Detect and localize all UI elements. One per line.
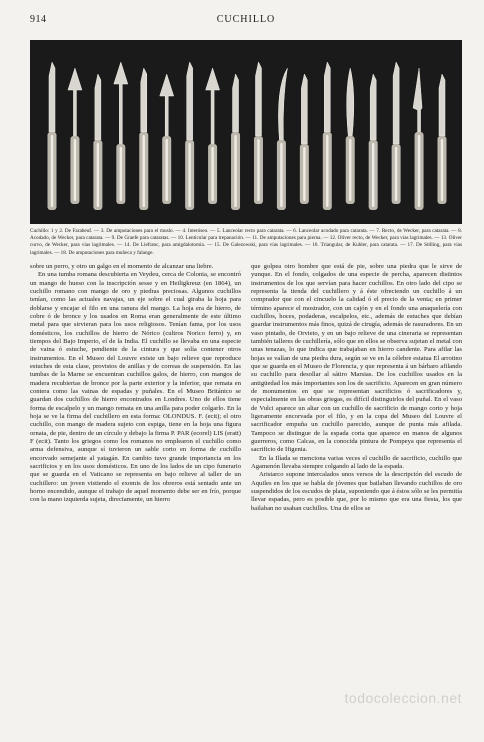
knife-10	[254, 62, 263, 204]
page-header	[30, 14, 462, 30]
page-title: CUCHILLO	[216, 14, 276, 25]
knife-12	[300, 74, 309, 204]
paragraph: En una tumba romana descubierta en Veydeu, cerca de Colonia, se encontró un mango de hueso con la inscripción sesse y en Heiligkreuz (en 1864), un cuchillo romano con mango de oro y piedras preciosas. Algunos cuchillos tenían, como las actuales navajas, un eje sobre el cual giraba la hoja para doblarse y encajar el filo en una ranura del mango. La hoja era de hierro, de cobre ó de bronce y los usados en Roma eran generalmente de este último metal para que sirvieran para los usos religiosos. Tenían fama, por los usos domésticos, los cuchillos de hierro de Nórico (cultros Norico ferro) y, en tiempos del Bajo Imperio, el de la India. El cuchillo se llevaba en una especie de vaina ó estuche, pendiente de la cintura y que solía contener otros instrumentos. En el Museo del Louvre existe un bajo relieve que reproduce estuches de esta clase, provistos de anillas y de correas de suspensión. En las tumbas de la Marne se encuentran cuchillos galos, de hierro, con mangos de madera recubiertas de bronce por la parte exterior y la inferior, que remata en contera como las vainas de espadas y puñales. En el Museo Británico se guardan dos cuchillos de hierro encontrados en Londres. Uno de ellos tiene forma de escalpelo y un mango remata en una anilla para poder colgarlo. En la hoja se ve la firma del cuchillero en esta forma: OLONDUS. F. (ecit); el otro cuchillo, con mango de madera sujeto con espiga, tiene en la hoja una figura ornata, de pie, dentro de un círculo y debajo la firma P. PAR (ecorel) LIS (eratt) F (ecit). Tanto los griegos como los romanos no emplearon el cuchillo como arma defensiva, aunque sí tuvieron un sable corto en forma de cuchillo encorvado semejante al yatagán. En cambio tuvo grande importancia en los sacrificios y en los usos domésticos. En uno de los lados de un cipo funerario que se guarda en el Vaticano se representa en bajo relieve al taller de un cuchillero: un joven vistiendo el exomis de los obreros está sentado ante un horno encendido, aunque el trabajo de aquel momento debe ser en frío, porque con la mano izquierda sujeta, directamente, un hierro	[30, 271, 241, 504]
watermark-suffix: .net	[436, 690, 462, 706]
document-page	[30, 14, 462, 513]
knife-15	[369, 74, 378, 210]
knife-7	[185, 62, 194, 210]
knife-14	[346, 68, 355, 204]
paragraph: En la Ilíada se menciona varias veces el cuchillo de sacrificio, cuchillo que Agamenón llevaba siempre colgando al lado de la espada.	[251, 454, 462, 471]
paragraph: que golpea otro hombre que está de pie, sobre una piedra que le sirve de yunque. En el fondo, colgados de una especie de percha, aparecen distintos instrumentos de los que servían para hacer cuchillos. En otro lado del cipo se representa la tienda del cuchillero y á éste ofreciendo un cuchillo á un comprador que con el cincuelo la calidad ó el precio de la venta; en primer término aparece el mostrador, con un cajón y en el fondo una anaquelería con cuchillos, hoces, podaderas, escalpelos, etc., además de estuches que debían guardar instrumentos más finos, quizá de cirugía, además de rasuradores. En un vaso pintado, de Orvieto, y en un bajo relieve de una cineraria se representan también talleres de cuchillería, sólo que en ellos se observa sujetan el metal con unas tenazas, lo que indica que trabajaban en hierro candente. Para afilar las hojas se valían de una piedra dura, según se ve en la célebre estatua El arrotino que se guarda en el Museo de Florencia, y que representa á un bárbaro afilando su cuchillo para desollar al sátiro Marsias. De los cuchillos usados en la antigüedad los más importantes son los de sacrificio. Aparecen en gran número de monumentos en que se representan sacrificios ó sacrificadores y, especialmente en las obras griegas, es difícil distinguirlos del puñal. En el vaso de Vulci aparece un altar con un cuchillo de sacrificio de mango corto y hoja ligeramente encorvada por el filo, y en la copa del Museo del Louvre el sacrificador empuña un cuchillo parecido, aunque de punta más afilada. Tampoco se distingue de la espada corta que aparece en manos de algunos guerreros, como Calcas, en la conocida pintura de Pompeya que representa el sacrificio de Ifigenia.	[251, 262, 462, 454]
paragraph: sobre un perro, y otro un galgo en el momento de alcanzar una liebre.	[30, 262, 214, 270]
left-column	[30, 263, 241, 513]
knife-8	[206, 68, 220, 204]
knife-17	[413, 68, 424, 210]
knife-1	[48, 62, 57, 210]
knife-9	[231, 74, 240, 210]
paragraph: Aristarco supone intercalados unos versos de la descripción del escudo de Aquiles en los que se habla de jóvenes que bailaban llevando cuchillos de oro suspendidos de los escudos de plata, suponiendo que á éstos sólo se les permitía llevar espadas, pero es posible que, por lo mismo que era una fiesta, los que bailaban no usaban cuchillos. Una de ellos se	[251, 471, 462, 512]
knife-4	[114, 62, 128, 204]
knife-18	[438, 74, 447, 204]
knife-5	[139, 68, 148, 210]
article-body	[30, 263, 462, 513]
figure-caption: Cuchillo: 1 y 2. De Farabeuf. — 3. De amputaciones para el muslo. — 4. Interóseo. — 5. Lanceolar recto para catarata. — 6. Lanceolar acodado para catarata. — 7. Recto, de Wecker, para catarata. — 8. Acodado, de Wecker, para catarata. — 9. De Graefe para cataratas. — 10. Lenticular para trepanación. — 11. De amputaciones para pierna. — 12. Oliver recto, de Wecker, para vías lagrimales. — 13. Oliver curvo, de Wecker, para vías lagrimales. — 14. De Liefranc, para amigdalotomía. — 15. De Galezowski, para vías lagrimales. — 16. Triangular, de Kuhler, para catarata. — 17. De Stilling, para vías lagrimales. — 18. De amputaciones para muñeca y falange.	[30, 228, 462, 256]
knives-engraving	[30, 40, 462, 224]
knife-6	[160, 74, 174, 204]
watermark-logo	[345, 690, 462, 706]
watermark-brand: todocoleccion	[344, 690, 437, 706]
right-column	[251, 263, 462, 513]
knife-16	[392, 62, 401, 204]
knife-3	[93, 74, 102, 210]
knife-13	[323, 62, 332, 210]
knife-2	[68, 68, 82, 204]
page-number: 914	[30, 14, 47, 25]
knife-11	[277, 68, 288, 210]
knife-illustration	[30, 40, 462, 224]
